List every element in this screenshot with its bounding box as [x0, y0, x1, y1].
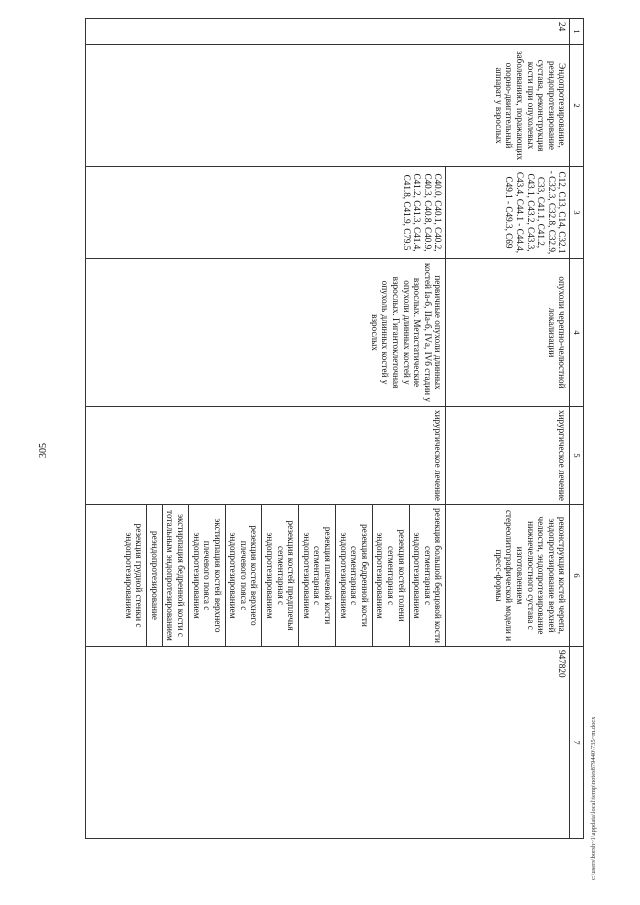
header-row	[570, 19, 584, 839]
patient-model: опухоли черепно-челюстной локализации	[446, 259, 570, 407]
table-row	[446, 19, 570, 839]
page-number: 305	[38, 443, 49, 458]
rotated-table-wrapper	[84, 18, 584, 838]
list-item: реэндопротезирование	[146, 505, 162, 646]
service-code: 947820	[86, 647, 570, 839]
col-header-1: 1	[570, 19, 584, 45]
treatment-methods-list	[86, 505, 446, 647]
services-table	[85, 18, 584, 839]
icd-codes: C40.0, C40.1, C40.2, C40.3, C40.8, C40.9, C41.2, C41.3, C41.4, C41.8, C41.9, C79.5	[86, 167, 446, 259]
treatment-method: реконструкция костей черепа, эндопротезирование верхней челюсти, эндопротезирование нижнечелюстного сустава с изготовлением стереолитографической модели и пресс-формы	[446, 505, 570, 647]
col-header-2: 2	[570, 45, 584, 167]
icd-codes: C12, C13, C14, C32.1 - C32.3, C32.8, C32.9, C33, C41.1, C41.2, C43.1, C43.2, C43.3, C43.4, C44.1 - C44.4, C49.1 - C49.3, C69	[446, 167, 570, 259]
list-item: экстирпация бедренной кости с тотальным эндопротезированием	[162, 505, 188, 646]
col-header-3: 3	[570, 167, 584, 259]
col-header-6: 6	[570, 505, 584, 647]
col-header-7: 7	[570, 647, 584, 839]
service-name: Эндопротезирование, реэндопротезирование сустава, реконструкция кости при опухолевых заболеваниях, поражающих опорно-двигательный аппарат у взрослых	[86, 45, 570, 167]
list-item: резекция плечевой кости сегментарная с эндопротезированием	[298, 505, 335, 646]
treatment-type: хирургическое лечение	[86, 407, 446, 505]
treatment-type: хирургическое лечение	[446, 407, 570, 505]
list-item: экстирпация костей верхнего плечевого пояса с эндопротезированием	[188, 505, 225, 646]
patient-model: первичные опухоли длинных костей Iа-б, IIа-б, IVа, IVб стадии у взрослых. Метастатические опухоли длинных костей у взрослых. Гигантоклеточная опухоль длинных костей у взрослых	[86, 259, 446, 407]
list-item: резекция костей предплечья сегментарная с эндопротезированием	[262, 505, 299, 646]
list-item: резекция большой берцовой кости сегментарная с эндопротезированием	[409, 505, 446, 646]
col-header-4: 4	[570, 259, 584, 407]
footer-file-path: c:\users\borsh~1\appdata\local\temp\notes879440\735~m.docx	[590, 716, 597, 880]
list-item: резекция костей голени сегментарная с эндопротезированием	[372, 505, 409, 646]
list-item: резекция костей верхнего плечевого пояса с эндопротезированием	[225, 505, 262, 646]
list-item: резекция бедренной кости сегментарная с эндопротезированием	[335, 505, 372, 646]
col-header-5: 5	[570, 407, 584, 505]
list-item: резекция грудной стенки с эндопротезированием	[123, 523, 145, 628]
row-number: 24	[86, 19, 570, 45]
